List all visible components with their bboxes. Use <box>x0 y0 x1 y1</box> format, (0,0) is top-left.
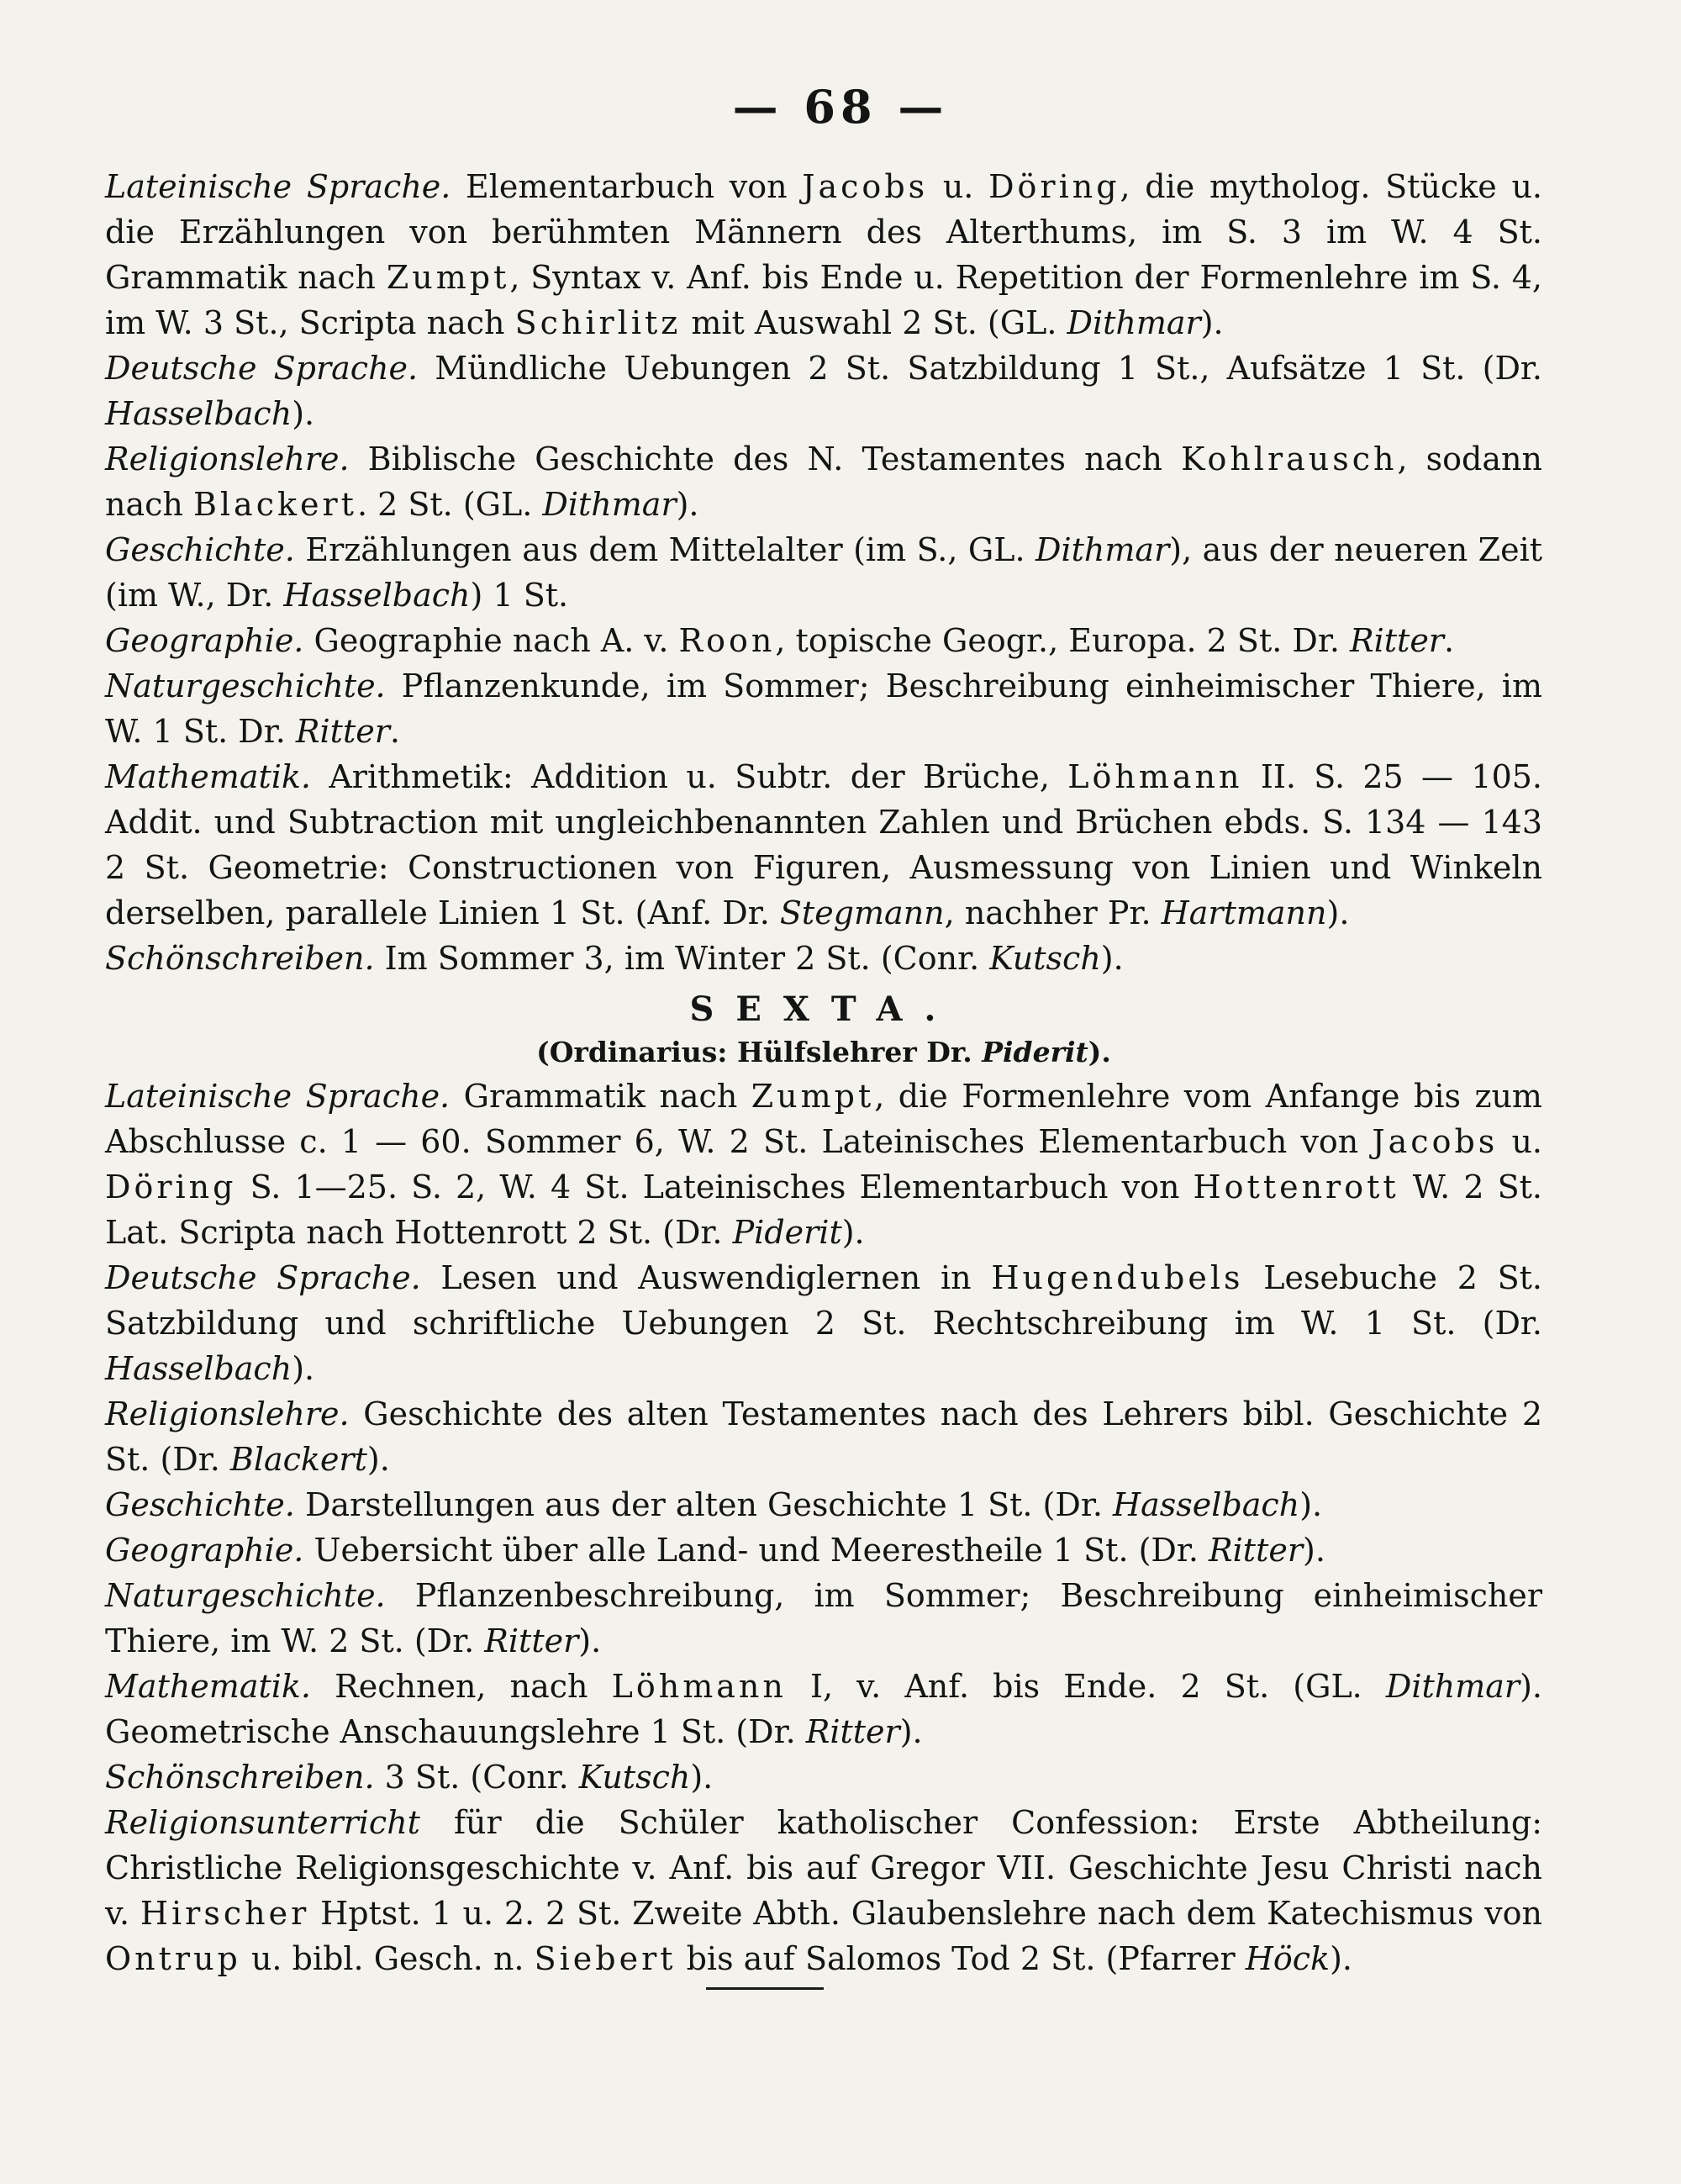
teacher-name: Piderit <box>732 1214 842 1251</box>
text: bis auf Salomos Tod 2 St. (Pfarrer <box>676 1940 1246 1977</box>
author-name: Löhmann <box>611 1668 787 1705</box>
teacher-name: Hasselbach <box>105 395 292 432</box>
author-name: Hugendubels <box>991 1259 1244 1296</box>
paragraph-catholic-instruction <box>105 1800 1542 1981</box>
subject-label: Lateinische Sprache. <box>105 168 451 205</box>
teacher-name: Stegmann <box>779 894 945 931</box>
text: ). Geometrische Anschauungslehre 1 St. (Dr. <box>105 1668 1542 1750</box>
author-name: Hottenrott <box>1193 1168 1399 1205</box>
text: 3 St. (Conr. <box>374 1759 579 1796</box>
author-name: Siebert <box>534 1940 677 1977</box>
text: , sodann nach <box>105 440 1542 523</box>
text: Lesebuche 2 St. Satzbildung und schriftliche Uebungen 2 St. Rechtschreibung im W. 1 St. (Dr. <box>105 1259 1542 1342</box>
author-name: Schirlitz <box>514 304 682 341</box>
subject-label: Mathematik. <box>105 1668 312 1705</box>
paragraph-religion-sexta <box>105 1391 1542 1482</box>
teacher-name: Dithmar <box>542 486 677 523</box>
subject-label: Naturgeschichte. <box>105 1577 386 1614</box>
text: ) 1 St. <box>470 577 569 614</box>
teacher-name: Ritter <box>295 713 390 750</box>
subject-label: Geschichte. <box>105 531 295 568</box>
paragraph-history-tertia <box>105 527 1542 618</box>
paragraph-writing-sexta <box>105 1754 1542 1800</box>
teacher-name: Ritter <box>1350 622 1444 659</box>
author-name: Jacobs <box>1372 1123 1499 1160</box>
text: ). <box>292 395 315 432</box>
text: . 2 St. (GL. <box>356 486 543 523</box>
teacher-name: Piderit <box>982 1036 1088 1068</box>
teacher-name: Dithmar <box>1067 304 1201 341</box>
teacher-name: Ritter <box>805 1713 900 1750</box>
text: Pflanzenkunde, im Sommer; Beschreibung einheimischer Thiere, im W. 1 St. Dr. <box>105 667 1542 750</box>
text: , die Formenlehre vom Anfange bis zum Abschlusse c. 1 — 60. Sommer 6, W. 2 St. Lateinisches Elementarbuch von <box>105 1078 1542 1160</box>
author-name: Zumpt <box>386 259 510 296</box>
page-number: — 68 — <box>732 80 949 134</box>
teacher-name: Ritter <box>484 1622 579 1659</box>
paragraph-history-sexta <box>105 1482 1542 1527</box>
text: , die mytholog. Stücke u. die Erzählungen von berühmten Männern des Alterthums, im S. 3 im W. 4 St. Grammatik nach <box>105 168 1542 296</box>
subject-label: Deutsche Sprache. <box>105 1259 421 1296</box>
subject-label: Religionslehre. <box>105 440 350 477</box>
subject-label: Geschichte. <box>105 1486 295 1523</box>
paragraph-natural-sexta <box>105 1573 1542 1664</box>
paragraph-geography-tertia <box>105 618 1542 663</box>
text: Uebersicht über alle Land- und Meerestheile 1 St. (Dr. <box>303 1532 1209 1569</box>
text: ). <box>1088 1036 1111 1068</box>
text: W. 2 St. Lat. Scripta nach Hottenrott 2 St. (Dr. <box>105 1168 1542 1251</box>
paragraph-german-sexta <box>105 1255 1542 1391</box>
teacher-name: Hasselbach <box>283 577 471 614</box>
subject-label: Geographie. <box>105 622 304 659</box>
paragraph-geography-sexta <box>105 1527 1542 1573</box>
text: Biblische Geschichte des N. Testamentes nach <box>349 440 1182 477</box>
paragraph-religion-tertia <box>105 436 1542 527</box>
text: mit Auswahl 2 St. (GL. <box>681 304 1067 341</box>
text: ). <box>1303 1532 1325 1569</box>
text: für die Schüler katholischer Confession: Erste Abtheilung: Christliche Religionsgeschichte v. Anf. bis auf Gregor VII. Geschichte Jesu Christi nach v. <box>105 1804 1542 1932</box>
author-name: Zumpt <box>751 1078 875 1115</box>
end-rule <box>706 1987 824 1990</box>
text: ). <box>1326 894 1350 931</box>
text: u. <box>1498 1123 1542 1160</box>
text: Lesen und Auswendiglernen in <box>420 1259 992 1296</box>
author-name: Döring <box>105 1168 237 1205</box>
text: II. S. 25 — 105. Addit. und Subtraction mit ungleichbenannten Zahlen und Brüchen ebds. S. 134 — 143 2 St. Geometrie: Constructionen von Figuren, Ausmessung von Linien und Winkeln derselben, parallele Linien 1 St. (Anf. Dr. <box>105 758 1542 931</box>
text: Hptst. 1 u. 2. 2 St. Zweite Abth. Glaubenslehre nach dem Katechismus von <box>309 1895 1543 1932</box>
text: , topische Geogr., Europa. 2 St. Dr. <box>775 622 1351 659</box>
author-name: Ontrup <box>105 1940 241 1977</box>
teacher-name: Hasselbach <box>1113 1486 1300 1523</box>
text: Geschichte des alten Testamentes nach des Lehrers bibl. Geschichte 2 St. (Dr. <box>105 1395 1542 1478</box>
text: . <box>389 713 400 750</box>
author-name: Blackert <box>192 486 357 523</box>
subject-label: Schönschreiben. <box>105 1759 375 1796</box>
teacher-name: Ritter <box>1209 1532 1304 1569</box>
section-heading-sexta: SEXTA. <box>689 989 958 1029</box>
text: Arithmetik: Addition u. Subtr. der Brüche, <box>311 758 1068 795</box>
paragraph-german-tertia <box>105 346 1542 436</box>
teacher-name: Dithmar <box>1035 531 1170 568</box>
paragraph-latin-tertia <box>105 164 1542 346</box>
subject-label: Geographie. <box>105 1532 304 1569</box>
text: I, v. Anf. bis Ende. 2 St. (GL. <box>786 1668 1386 1705</box>
paragraph-writing-tertia <box>105 936 1542 981</box>
text: Grammatik nach <box>450 1078 751 1115</box>
teacher-name: Höck <box>1245 1940 1331 1977</box>
teacher-name: Hartmann <box>1161 894 1327 931</box>
text: u. <box>928 168 989 205</box>
author-name: Döring <box>988 168 1120 205</box>
text: S. 1—25. S. 2, W. 4 St. Lateinisches Elementarbuch von <box>236 1168 1194 1205</box>
subject-label: Naturgeschichte. <box>105 667 386 704</box>
subject-label: Religionsunterricht <box>105 1804 420 1841</box>
text: ). <box>1100 940 1124 977</box>
text: Im Sommer 3, im Winter 2 St. (Conr. <box>374 940 990 977</box>
teacher-name: Kutsch <box>989 940 1101 977</box>
page-body <box>105 164 1542 1981</box>
subject-label: Schönschreiben. <box>105 940 375 977</box>
text: Rechnen, nach <box>311 1668 612 1705</box>
text: (Ordinarius: Hülfslehrer Dr. <box>536 1036 983 1068</box>
text: Darstellungen aus der alten Geschichte 1 St. (Dr. <box>294 1486 1113 1523</box>
text: . <box>1443 622 1455 659</box>
text: Erzählungen aus dem Mittelalter (im S., GL. <box>294 531 1036 568</box>
paragraph-latin-sexta <box>105 1074 1542 1255</box>
text: ). <box>1330 1940 1352 1977</box>
text: , Syntax v. Anf. bis Ende u. Repetition der Formenlehre im S. 4, im W. 3 St., Scripta nach <box>105 259 1543 341</box>
text: ). <box>292 1350 315 1387</box>
text: ). <box>899 1713 923 1750</box>
text: Elementarbuch von <box>451 168 803 205</box>
text: ). <box>841 1214 865 1251</box>
text: u. bibl. Gesch. n. <box>240 1940 535 1977</box>
text: Geographie nach A. v. <box>303 622 679 659</box>
text: ). <box>366 1441 390 1478</box>
text: ). <box>1200 304 1224 341</box>
author-name: Löhmann <box>1067 758 1243 795</box>
text: Pflanzenbeschreibung, im Sommer; Beschreibung einheimischer Thiere, im W. 2 St. (Dr. <box>105 1577 1542 1659</box>
text: Mündliche Uebungen 2 St. Satzbildung 1 St., Aufsätze 1 St. (Dr. <box>418 350 1543 387</box>
teacher-name: Blackert <box>229 1441 367 1478</box>
text: ). <box>690 1759 714 1796</box>
author-name: Roon <box>678 622 776 659</box>
author-name: Hirscher <box>140 1895 310 1932</box>
text: ). <box>676 486 699 523</box>
subject-label: Deutsche Sprache. <box>105 350 419 387</box>
ordinarius-line <box>105 1031 1542 1074</box>
teacher-name: Hasselbach <box>105 1350 292 1387</box>
subject-label: Lateinische Sprache. <box>105 1078 451 1115</box>
paragraph-math-sexta <box>105 1664 1542 1754</box>
subject-label: Mathematik. <box>105 758 312 795</box>
text: , nachher Pr. <box>944 894 1162 931</box>
teacher-name: Dithmar <box>1385 1668 1520 1705</box>
paragraph-math-tertia <box>105 754 1542 936</box>
author-name: Jacobs <box>802 168 929 205</box>
text: ), aus der neueren Zeit (im W., Dr. <box>105 531 1543 614</box>
author-name: Kohlrausch <box>1181 440 1398 477</box>
paragraph-natural-tertia <box>105 663 1542 754</box>
text: ). <box>578 1622 602 1659</box>
subject-label: Religionslehre. <box>105 1395 350 1432</box>
teacher-name: Kutsch <box>578 1759 691 1796</box>
text: ). <box>1299 1486 1323 1523</box>
